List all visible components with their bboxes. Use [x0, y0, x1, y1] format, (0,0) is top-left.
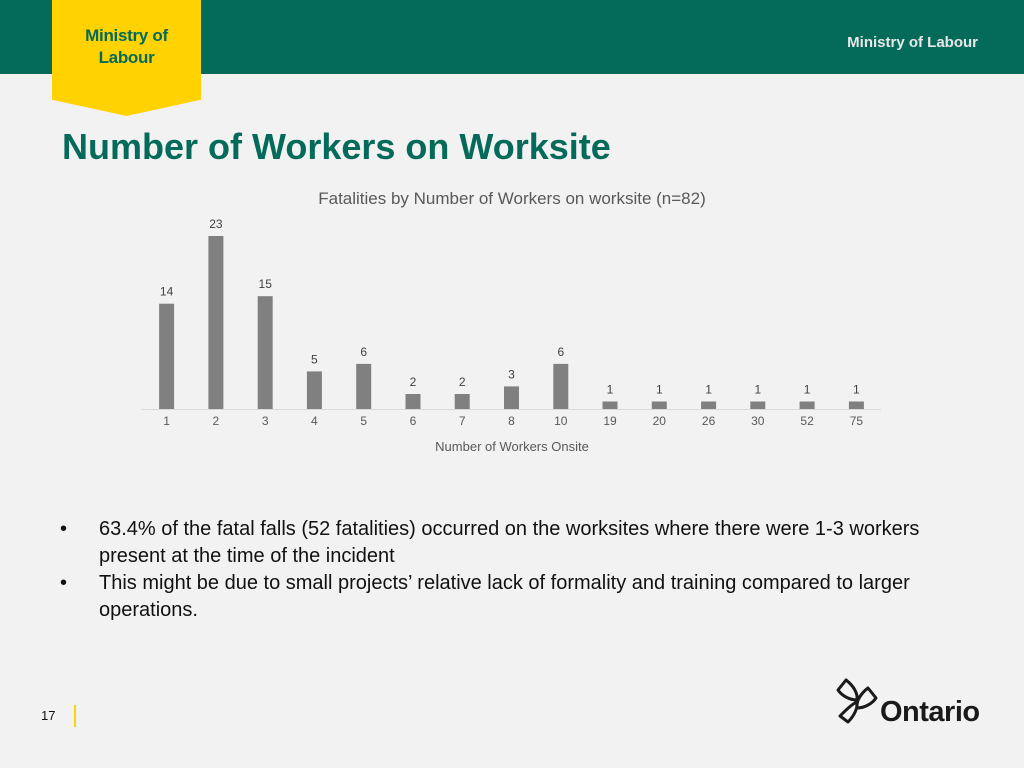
bar [406, 394, 421, 409]
chart-title: Fatalities by Number of Workers on worksite (n=82) [318, 189, 706, 208]
badge-line-1: Ministry of [85, 26, 168, 45]
bar [603, 402, 618, 410]
data-label: 2 [458, 375, 466, 389]
bullet-text: This might be due to small projects’ relative lack of formality and training compared to larger operations. [99, 572, 910, 621]
data-label: 14 [159, 284, 174, 299]
x-tick-label: 20 [652, 414, 666, 428]
x-tick-label: 4 [311, 414, 318, 428]
x-tick-label: 2 [212, 414, 220, 428]
data-label: 15 [258, 277, 272, 292]
data-label: 1 [655, 382, 663, 397]
bar [504, 386, 519, 409]
data-label: 3 [508, 367, 515, 382]
data-label: 1 [853, 382, 860, 397]
bar [258, 296, 273, 409]
header-ministry-label: Ministry of Labour [847, 34, 978, 51]
x-tick-label: 26 [701, 414, 716, 428]
x-tick-label: 5 [360, 414, 368, 428]
bar [750, 402, 765, 410]
x-tick-label: 75 [849, 414, 864, 428]
page-number: 17 [41, 708, 56, 723]
bar [652, 402, 667, 410]
bar [307, 371, 322, 409]
bar [553, 364, 568, 409]
ontario-logo-text: Ontario [880, 696, 980, 728]
bullet-marker: • [60, 572, 68, 594]
bar [455, 394, 470, 409]
badge-line-2: Labour [98, 48, 155, 67]
data-label: 23 [209, 217, 223, 231]
data-label: 1 [754, 382, 762, 397]
x-tick-label: 10 [554, 414, 568, 428]
x-tick-label: 8 [508, 414, 515, 428]
x-tick-label: 3 [261, 414, 269, 428]
data-label: 6 [557, 344, 565, 359]
bar [701, 402, 716, 410]
x-tick-label: 7 [458, 414, 466, 428]
page-divider [74, 705, 76, 727]
trillium-icon [832, 676, 882, 726]
bullet-text: 63.4% of the fatal falls (52 fatalities) occurred on the worksites where there were 1-3 workers present at the time of the incident [99, 518, 920, 567]
page-title: Number of Workers on Worksite [62, 126, 611, 167]
bar [849, 402, 864, 410]
x-tick-label: 1 [163, 414, 170, 428]
bullet-item [60, 570, 960, 624]
bar [208, 236, 223, 409]
bullet-marker: • [60, 518, 68, 540]
x-tick-label: 19 [603, 414, 617, 428]
bullet-list [60, 516, 960, 624]
data-label: 2 [409, 375, 417, 389]
bar [356, 364, 371, 409]
data-label: 1 [606, 382, 614, 397]
x-tick-label: 52 [800, 414, 814, 428]
data-label: 6 [360, 344, 368, 359]
bullet-item [60, 516, 960, 570]
bar [800, 402, 815, 410]
bar [159, 304, 174, 409]
data-label: 1 [803, 382, 811, 397]
data-label: 5 [311, 352, 318, 367]
x-tick-label: 6 [409, 414, 417, 428]
x-tick-label: 30 [751, 414, 765, 428]
data-label: 1 [705, 382, 712, 397]
x-axis-label: Number of Workers Onsite [435, 439, 589, 454]
